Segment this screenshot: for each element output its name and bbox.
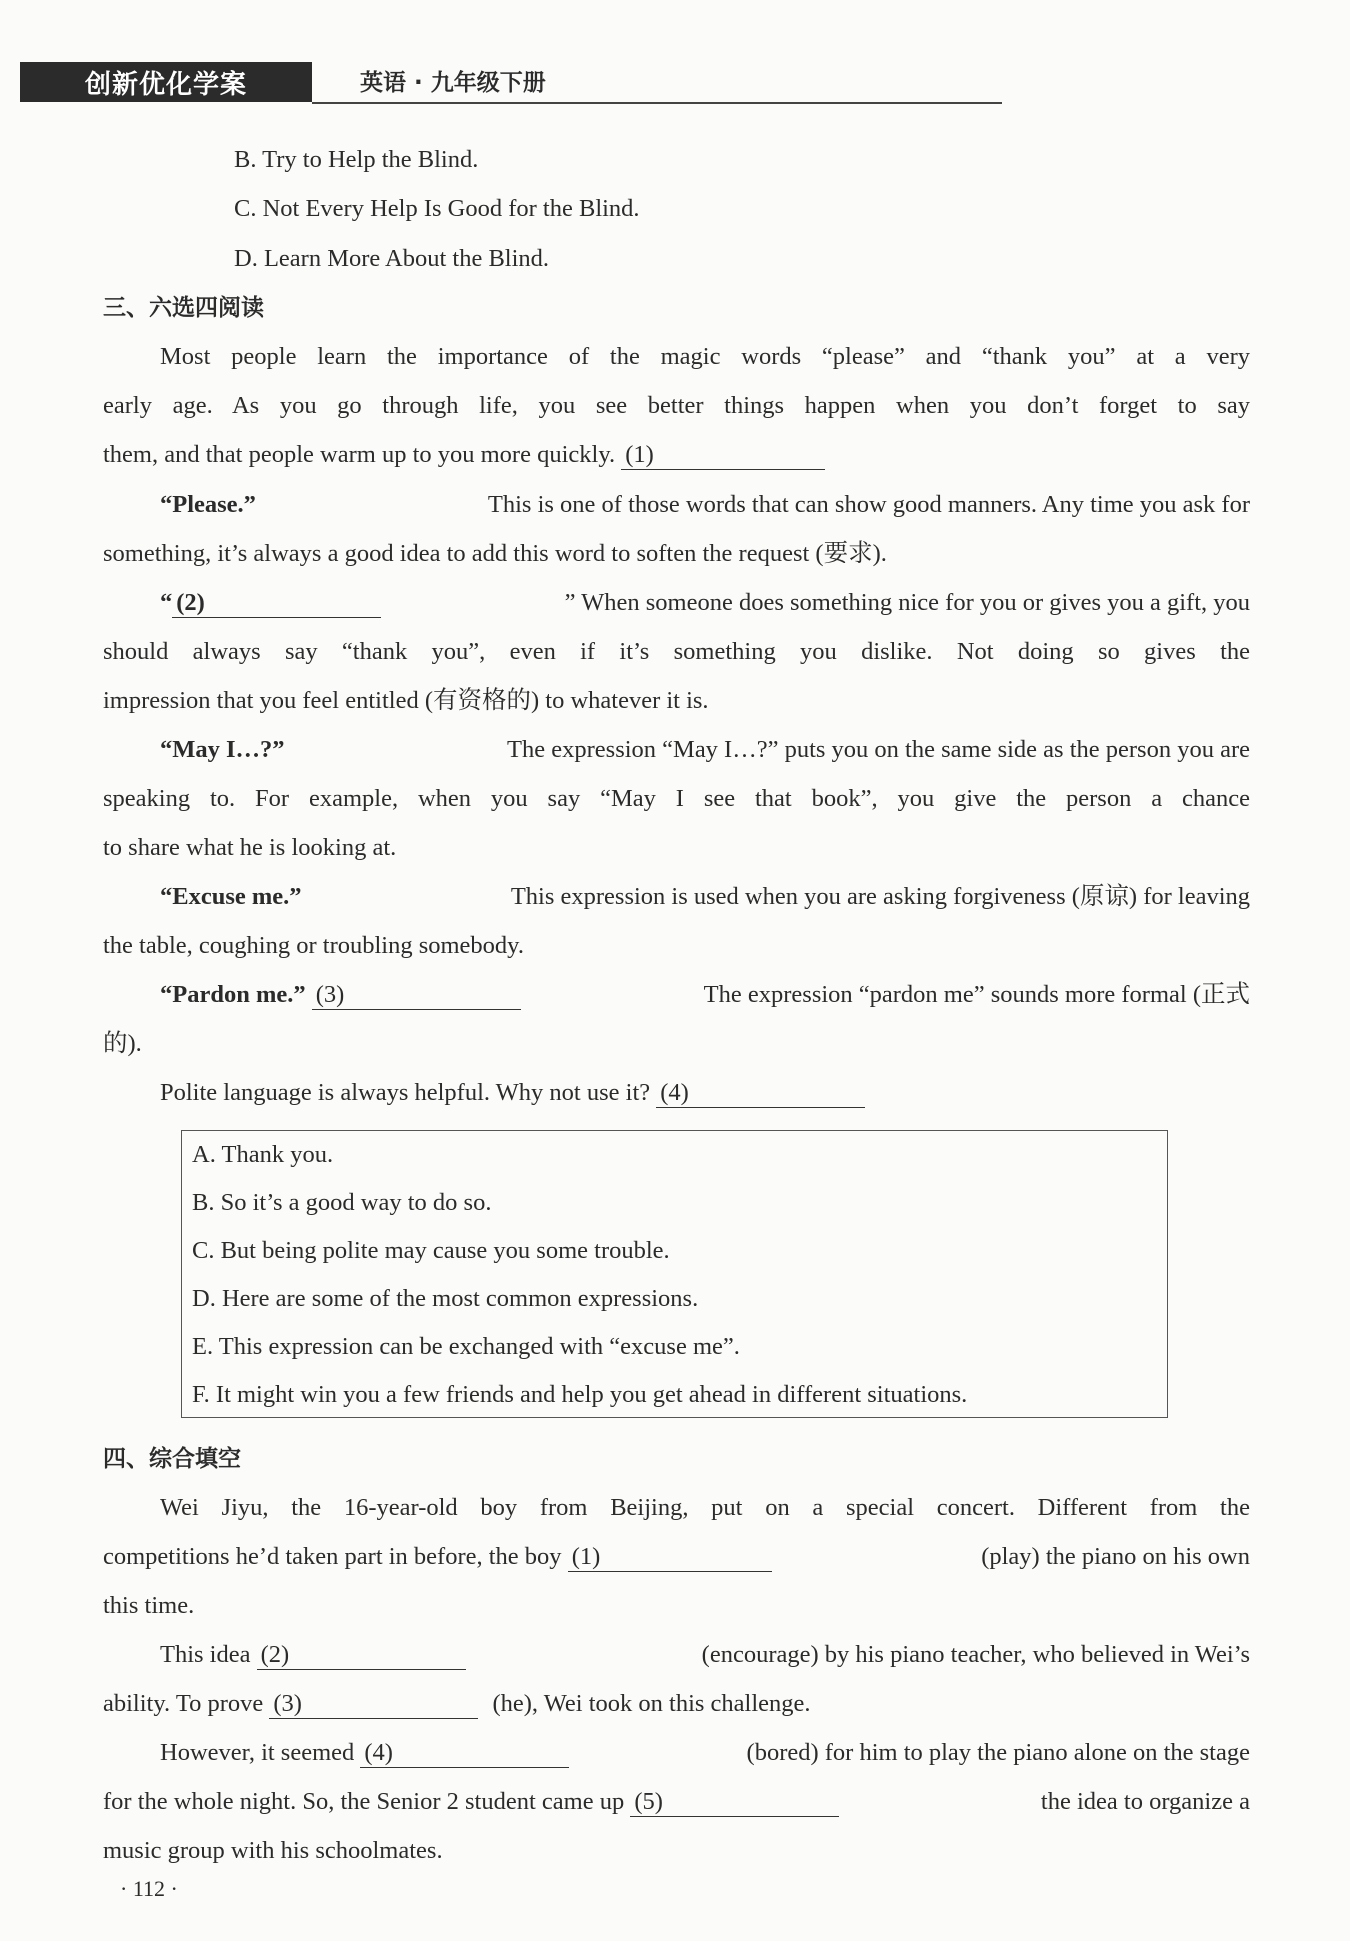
- prev-option-b: B. Try to Help the Blind.: [234, 146, 479, 173]
- s4-line3: this time.: [103, 1592, 195, 1619]
- s3-p7: Polite language is always helpful. Why not use it? (4): [160, 1076, 865, 1110]
- brand-banner: 创新优化学案: [20, 62, 312, 102]
- fill-blank-2[interactable]: (2): [257, 1641, 466, 1670]
- option-e: E. This expression can be exchanged with “excuse me”.: [192, 1333, 740, 1360]
- s3-p3-line1: “ (2) ” When someone does something nice for you or gives you a gift, you: [160, 589, 1250, 616]
- blank-1[interactable]: (1): [621, 441, 825, 470]
- s3-p3-line3: impression that you feel entitled (有资格的) to whatever it is.: [103, 687, 709, 714]
- s4-line4: This idea (2) (encourage) by his piano teacher, who believed in Wei’s: [160, 1641, 1250, 1668]
- may-i-phrase: “May I…?”: [160, 736, 285, 763]
- s3-p1-line2: early age. As you go through life, you see better things happen when you don’t forget to say: [103, 392, 1250, 419]
- prev-option-d: D. Learn More About the Blind.: [234, 245, 550, 272]
- blank-3[interactable]: (3): [312, 981, 521, 1010]
- option-b: B. So it’s a good way to do so.: [192, 1189, 492, 1216]
- blank-4[interactable]: (4): [656, 1079, 865, 1108]
- header-rule: [312, 102, 1002, 104]
- s3-p5-line1: “Excuse me.” This expression is used when you are asking forgiveness (原谅) for leaving: [160, 880, 1250, 914]
- s4-line5: ability. To prove (3) (he), Wei took on this challenge.: [103, 1690, 811, 1717]
- s4-line8: music group with his schoolmates.: [103, 1837, 443, 1864]
- subject-title: 英语 · 九年级下册: [360, 70, 546, 96]
- option-a: A. Thank you.: [192, 1141, 334, 1168]
- s4-line7: for the whole night. So, the Senior 2 student came up (5) the idea to organize a: [103, 1788, 1250, 1815]
- fill-blank-5[interactable]: (5): [630, 1788, 839, 1817]
- s4-line1: Wei Jiyu, the 16-year-old boy from Beijing, put on a special concert. Different from the: [160, 1494, 1250, 1521]
- s4-line6: However, it seemed (4) (bored) for him to play the piano alone on the stage: [160, 1739, 1250, 1766]
- blank-2[interactable]: (2): [172, 589, 381, 618]
- option-f: F. It might win you a few friends and help you get ahead in different situations.: [192, 1381, 968, 1408]
- s3-p6-line1: “Pardon me.” (3) The expression “pardon me” sounds more formal (正式: [160, 981, 1250, 1008]
- s3-p4-line3: to share what he is looking at.: [103, 834, 397, 861]
- s3-p3-line2: should always say “thank you”, even if it’s something you dislike. Not doing so gives the: [103, 638, 1250, 665]
- s3-p6-line2: 的).: [103, 1030, 142, 1057]
- s3-p5-line2: the table, coughing or troubling somebody.: [103, 932, 524, 959]
- s3-p1-line3: them, and that people warm up to you more quickly. (1): [103, 438, 825, 472]
- option-c: C. But being polite may cause you some trouble.: [192, 1237, 670, 1264]
- s3-p2-line1: “Please.” This is one of those words that can show good manners. Any time you ask for: [160, 488, 1250, 522]
- s3-p2-line2: something, it’s always a good idea to add this word to soften the request (要求).: [103, 540, 887, 567]
- section4-title: 四、综合填空: [103, 1446, 241, 1472]
- option-d: D. Here are some of the most common expressions.: [192, 1285, 699, 1312]
- s4-line2: competitions he’d taken part in before, the boy (1) (play) the piano on his own: [103, 1543, 1250, 1570]
- s3-p4-line2: speaking to. For example, when you say “May I see that book”, you give the person a chance: [103, 785, 1250, 812]
- prev-option-c: C. Not Every Help Is Good for the Blind.: [234, 195, 640, 222]
- please-phrase: “Please.”: [160, 491, 256, 518]
- section3-title: 三、六选四阅读: [103, 295, 264, 321]
- fill-blank-1[interactable]: (1): [568, 1543, 772, 1572]
- page-number: · 112 ·: [120, 1876, 178, 1901]
- options-box: [181, 1130, 1168, 1418]
- s3-p4-line1: “May I…?” The expression “May I…?” puts you on the same side as the person you are: [160, 733, 1250, 767]
- fill-blank-4[interactable]: (4): [360, 1739, 569, 1768]
- fill-blank-3[interactable]: (3): [269, 1690, 478, 1719]
- excuse-me-phrase: “Excuse me.”: [160, 883, 302, 910]
- s3-p1-line1: Most people learn the importance of the magic words “please” and “thank you” at a very: [160, 343, 1250, 370]
- pardon-me-phrase: “Pardon me.”: [160, 981, 306, 1008]
